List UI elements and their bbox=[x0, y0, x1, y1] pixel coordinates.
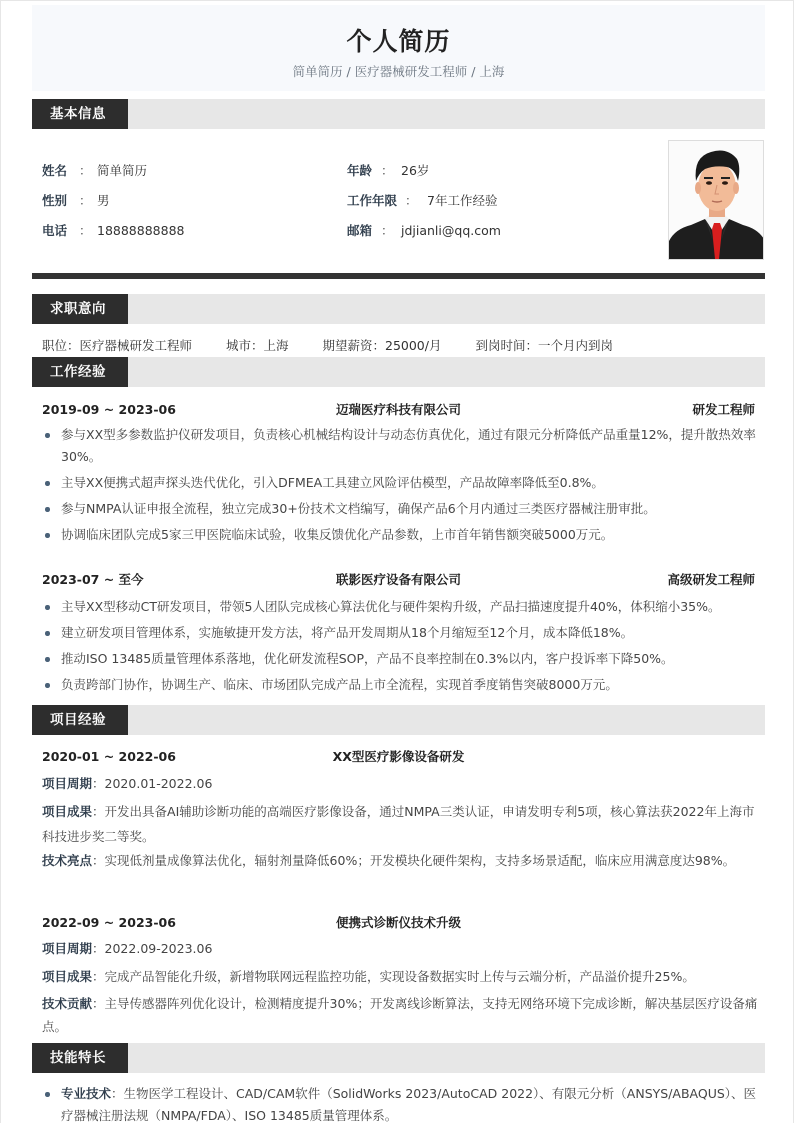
section-title-basic-info: 基本信息 bbox=[32, 99, 128, 129]
info-value: 18888888888 bbox=[97, 223, 185, 238]
resume-header bbox=[32, 5, 765, 91]
info-age: 年龄 ： 26岁 bbox=[347, 163, 430, 178]
work-company: 迈瑞医疗科技有限公司 bbox=[335, 402, 461, 417]
project-date: 2020-01 ~ 2022-06 bbox=[42, 749, 176, 764]
section-title-skills: 技能特长 bbox=[32, 1043, 128, 1073]
info-email: 邮箱 ： jdjianli@qq.com bbox=[347, 223, 501, 238]
person-portrait-icon bbox=[669, 141, 764, 260]
work-date: 2019-09 ~ 2023-06 bbox=[42, 402, 176, 417]
info-work-years: 工作年限 ： 7年工作经验 bbox=[347, 193, 498, 208]
info-value: 7年工作经验 bbox=[427, 193, 498, 208]
info-label: 性别 bbox=[42, 193, 68, 208]
project-name: 便携式诊断仪技术升级 bbox=[335, 915, 461, 930]
section-bar-project-experience bbox=[32, 705, 765, 735]
list-item: 推动ISO 13485质量管理体系落地，优化研发流程SOP，产品不良率控制在0.3%以内，客户投诉率下降50%。 bbox=[42, 646, 758, 672]
intent-availability: 到岗时间：一个月内到岗 bbox=[475, 338, 613, 353]
list-item: 主导XX便携式超声探头迭代优化，引入DFMEA工具建立风险评估模型，产品故障率降低至0.8%。 bbox=[42, 470, 758, 496]
info-gender: 性别 ： 男 bbox=[42, 193, 110, 208]
section-bar-basic-info bbox=[32, 99, 765, 129]
list-item: 参与NMPA认证申报全流程，独立完成30+份技术文档编写，确保产品6个月内通过三类医疗器械注册审批。 bbox=[42, 496, 758, 522]
work-role: 研发工程师 bbox=[692, 402, 755, 417]
project-contribution: 技术贡献：主导传感器阵列优化设计，检测精度提升30%；开发离线诊断算法，支持无网络环境下完成诊断，解决基层医疗设备痛点。 bbox=[42, 996, 758, 1034]
work-role: 高级研发工程师 bbox=[667, 572, 755, 587]
avatar-photo bbox=[668, 140, 764, 260]
info-label: 工作年限 bbox=[347, 193, 398, 208]
project-date: 2022-09 ~ 2023-06 bbox=[42, 915, 176, 930]
section-bar-skills bbox=[32, 1043, 765, 1073]
section-title-work-experience: 工作经验 bbox=[32, 357, 128, 387]
info-label: 邮箱 bbox=[347, 223, 373, 238]
intent-salary: 期望薪资：25000/月 bbox=[322, 338, 442, 353]
project-result: 项目成果：完成产品智能化升级，新增物联网远程监控功能，实现设备数据实时上传与云端分析，产品溢价提升25%。 bbox=[42, 969, 695, 984]
info-value: 男 bbox=[97, 193, 110, 208]
info-value: 26岁 bbox=[401, 163, 430, 178]
list-item: 协调临床团队完成5家三甲医院临床试验，收集反馈优化产品参数，上市首年销售额突破5000万元。 bbox=[42, 522, 758, 548]
section-bar-work-experience bbox=[32, 357, 765, 387]
project-period: 项目周期：2020.01-2022.06 bbox=[42, 776, 213, 791]
project-entry-header bbox=[42, 748, 755, 766]
info-label: 姓名 bbox=[42, 163, 68, 178]
page-title: 个人简历 bbox=[346, 27, 451, 56]
section-title-project-experience: 项目经验 bbox=[32, 705, 128, 735]
info-value: 简单简历 bbox=[97, 163, 148, 178]
section-divider bbox=[32, 273, 765, 279]
job-intent-row bbox=[42, 338, 643, 354]
work-company: 联影医疗设备有限公司 bbox=[335, 572, 461, 587]
list-item: 参与XX型多参数监护仪研发项目，负责核心机械结构设计与动态仿真优化，通过有限元分析降低产品重量12%，提升散热效率30%。 bbox=[42, 424, 758, 470]
info-label: 电话 bbox=[42, 223, 68, 238]
intent-city: 城市：上海 bbox=[226, 338, 289, 353]
info-value: jdjianli@qq.com bbox=[401, 223, 501, 238]
info-phone: 电话 ： 18888888888 bbox=[42, 223, 185, 238]
work-bullets bbox=[42, 424, 758, 548]
work-date: 2023-07 ~ 至今 bbox=[42, 572, 144, 587]
section-bar-job-intent bbox=[32, 294, 765, 324]
section-title-job-intent: 求职意向 bbox=[32, 294, 128, 324]
list-item: 主导XX型移动CT研发项目，带领5人团队完成核心算法优化与硬件架构升级，产品扫描速度提升40%，体积缩小35%。 bbox=[42, 594, 758, 620]
list-item: 负责跨部门协作，协调生产、临床、市场团队完成产品上市全流程，实现首季度销售突破8000万元。 bbox=[42, 672, 758, 698]
intent-position: 职位：医疗器械研发工程师 bbox=[42, 338, 193, 353]
project-name: XX型医疗影像设备研发 bbox=[332, 749, 465, 764]
project-highlight: 技术亮点：实现低剂量成像算法优化，辐射剂量降低60%；开发模块化硬件架构，支持多场景适配，临床应用满意度达98%。 bbox=[42, 853, 736, 868]
project-entry-header bbox=[42, 914, 755, 932]
list-item: 专业技术：生物医学工程设计、CAD/CAM软件（SolidWorks 2023/AutoCAD 2022）、有限元分析（ANSYS/ABAQUS）、医疗器械注册法规（NMPA/FDA）、ISO 13485质量管理体系。 bbox=[42, 1083, 758, 1123]
page-subtitle: 简单简历 / 医疗器械研发工程师 / 上海 bbox=[292, 64, 505, 79]
skills-list bbox=[42, 1083, 758, 1123]
project-result: 项目成果：开发出具备AI辅助诊断功能的高端医疗影像设备，通过NMPA三类认证，申请发明专利5项，核心算法获2022年上海市科技进步奖二等奖。 bbox=[42, 804, 755, 844]
info-label: 年龄 bbox=[347, 163, 373, 178]
work-entry-header bbox=[42, 401, 755, 419]
work-bullets bbox=[42, 594, 758, 698]
info-name: 姓名 ： 简单简历 bbox=[42, 163, 148, 178]
list-item: 建立研发项目管理体系，实施敏捷开发方法，将产品开发周期从18个月缩短至12个月，成本降低18%。 bbox=[42, 620, 758, 646]
work-entry-header bbox=[42, 571, 755, 589]
project-period: 项目周期：2022.09-2023.06 bbox=[42, 941, 213, 956]
